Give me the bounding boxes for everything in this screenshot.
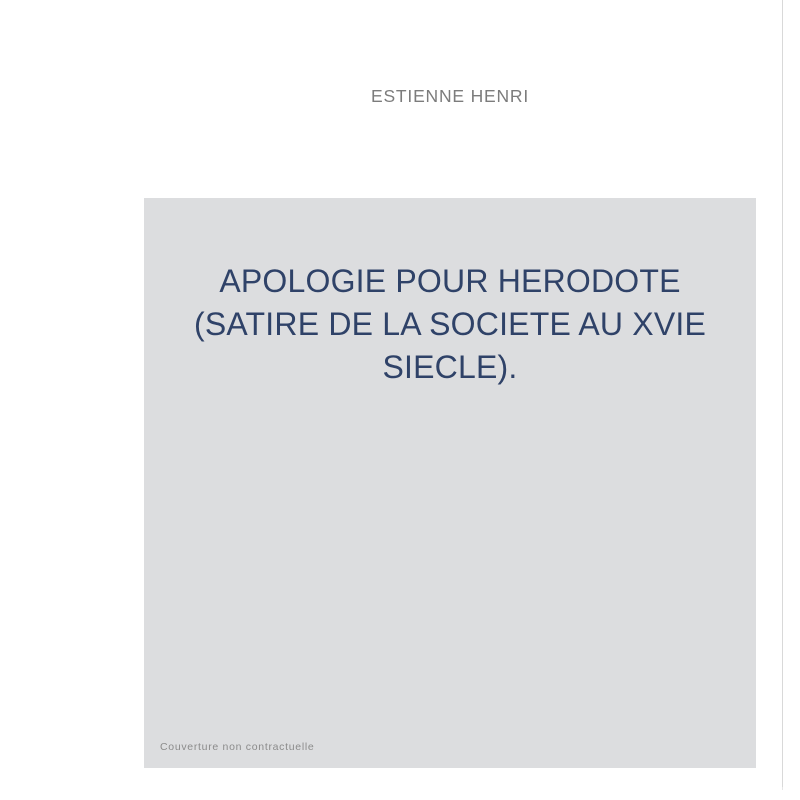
book-title: APOLOGIE POUR HERODOTE (SATIRE DE LA SOCIETE AU XVIE SIECLE). — [193, 263, 707, 385]
title-panel — [144, 198, 756, 768]
author-name: ESTIENNE HENRI — [370, 86, 530, 106]
cover-disclaimer: Couverture non contractuelle — [160, 741, 315, 753]
cover-sheet — [118, 0, 782, 790]
